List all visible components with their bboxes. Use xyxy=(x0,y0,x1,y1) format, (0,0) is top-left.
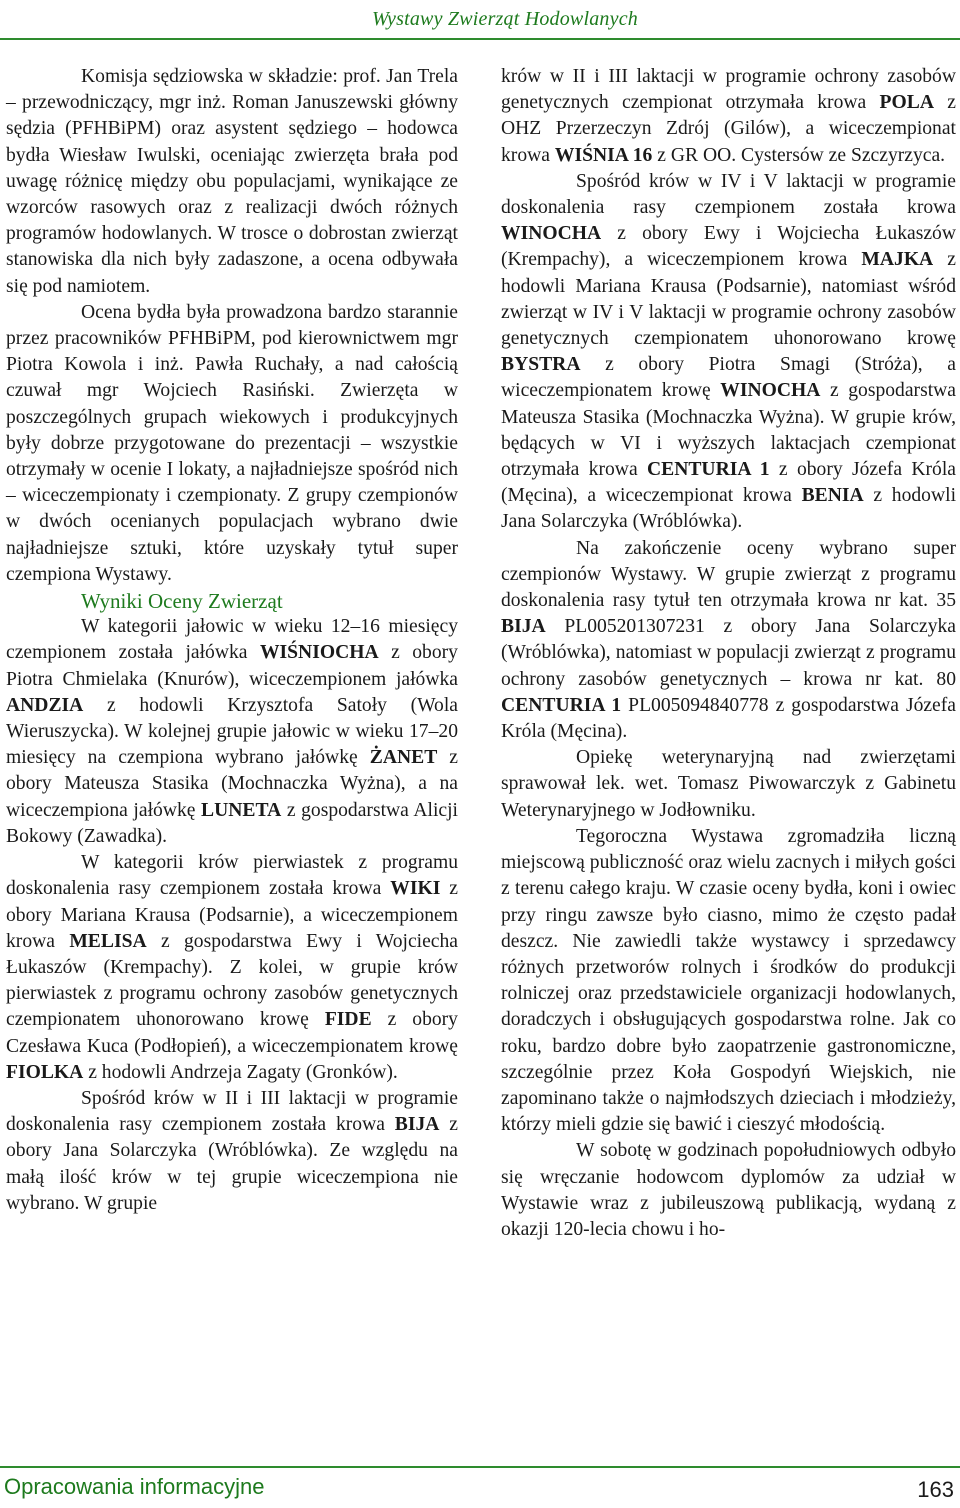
paragraph-evaluation: Ocena bydła była prowadzona bardzo starannie przez pracowników PFHBiPM, pod kierownictwem mgr Piotra Kowola i inż. Pawła Ruchały, a nad całością czuwał mgr Wojciech Rasiński. Zwierzęta w poszczególnych grupach wiekowych i produkcyjnych były dobrze przygotowane do prezentacji – wszystkie otrzymały w ocenie I lokaty, a najładniejsze spośród nich – wiceczempionaty i czempionaty. Z grupy czempionów w dwóch ocenianych populacjach wybrano dwie najładniejsze sztuki, które uzyskały tytuł super czempiona Wystawy. xyxy=(6,301,458,585)
paragraph-continued: krów w II i III laktacji w programie ochrony zasobów genetycznych czempionat otrzymała krowa POLA z OHZ Przerzeczyn Zdrój (Gilów), a wiceczempionat krowa WIŚNIA 16 z GR OO. Cystersów ze Szczyrzyca. xyxy=(501,66,956,166)
footer-divider xyxy=(0,1466,960,1468)
paragraph-jury: Komisja sędziowska w składzie: prof. Jan Trela – przewodniczący, mgr inż. Roman Januszewski główny sędzia (PFHBiPM) oraz asystent sędziego – hodowca bydła Wiesław Iwulski, oceniając zwierzęta brała pod uwagę różnicę między obu populacjami, wynikające ze wzorców rasowych oraz z realizacji dwóch różnych programów hodowlanych. W trosce o dobrostan zwierząt stanowiska dla nich były zadaszone, a ocena odbywała się pod namiotem. xyxy=(6,66,458,297)
paragraph-veterinary: Opiekę weterynaryjną nad zwierzętami sprawował lek. wet. Tomasz Piwowarczyk z Gabinetu Weterynaryjnego w Jodłowniku. xyxy=(501,747,956,821)
paragraph-lactation-2-3: Spośród krów w II i III laktacji w programie doskonalenia rasy czempionem została krowa BIJA z obory Jana Solarczyka (Wróblówka). Ze względu na małą ilość krów w tej grupie wiceczempiona nie wybrano. W grupie xyxy=(6,1087,458,1214)
right-column xyxy=(501,64,956,1243)
paragraph-heifers: W kategorii jałowic w wieku 12–16 miesięcy czempionem została jałówka WIŚNIOCHA z obory Piotra Chmielaka (Knurów), wiceczempionem jałówka ANDZIA z hodowli Krzysztofa Satoły (Wola Wieruszycka). W kolejnej grupie jałowic w wieku 17–20 miesięcy na czempiona wybrano jałówkę ŻANET z obory Mateusza Stasika (Mochnaczka Wyżna), a na wiceczempiona jałówkę LUNETA z gospodarstwa Alicji Bokowy (Zawadka). xyxy=(6,616,458,847)
header-divider xyxy=(0,38,960,40)
section-heading: Wyniki Oceny Zwierząt xyxy=(81,589,283,614)
running-header: Wystawy Zwierząt Hodowlanych xyxy=(372,8,638,30)
footer-section-title: Opracowania informacyjne xyxy=(4,1474,265,1499)
paragraph-lactation-4-5: Spośród krów w IV i V laktacji w programie doskonalenia rasy czempionem została krowa WINOCHA z obory Ewy i Wojciecha Łukaszów (Krempachy), a wiceczempionem krowa MAJKA z hodowli Mariana Krausa (Podsarnie), natomiast wśród zwierząt w IV i V laktacji w programie ochrony zasobów genetycznych czempionatem uhonorowano krowę BYSTRA z obory Piotra Smagi (Stróża), a wiceczempionatem krowę WINOCHA z gospodarstwa Mateusza Stasika (Mochnaczka Wyżna). W grupie krów, będących w VI i wyższych laktacjach czempionat otrzymała krowa CENTURIA 1 z obory Józefa Króla (Męcina), a wiceczempionat krowa BENIA z hodowli Jana Solarczyka (Wróblówka). xyxy=(501,170,957,533)
left-column xyxy=(6,64,458,1217)
page-number: 163 xyxy=(917,1477,954,1502)
paragraph-audience: Tegoroczna Wystawa zgromadziła liczną miejscową publiczność oraz wielu zacnych i miłych gości z terenu całego kraju. W czasie oceny bydła, koni i owiec przy ringu zawsze było ciasno, mimo że często padał deszcz. Nie zawiedli także wystawcy i sprzedawcy różnych przetworów rolnych i środków do produkcji rolniczej oraz przedstawiciele organizacji hodowlanych, doradczych i obsługujących gospodarstwa rolne. Jak co roku, bardzo dobre było zaopatrzenie gastronomiczne, szczególnie przez Koła Gospodyń Wiejskich, nie zapominano także o najmłodszych dzieciach i młodzieży, którzy mieli gdzie się bawić i cieszyć młodością. xyxy=(501,825,956,1136)
paragraph-super-champions: Na zakończenie oceny wybrano super czempionów Wystawy. W grupie zwierząt z programu doskonalenia rasy tytuł ten otrzymała krowa nr kat. 35 BIJA PL005201307231 z obory Jana Solarczyka (Wróblówka), natomiast w populacji zwierząt z programu ochrony zasobów genetycznych – krowa nr kat. 80 CENTURIA 1 PL005094840778 z gospodarstwa Józefa Króla (Męcina). xyxy=(501,537,956,743)
paragraph-primiparous: W kategorii krów pierwiastek z programu doskonalenia rasy czempionem została krowa WIKI z obory Mariana Krausa (Podsarnie), a wiceczempionem krowa MELISA z gospodarstwa Ewy i Wojciecha Łukaszów (Krempachy). Z kolei, w grupie krów pierwiastek z programu ochrony zasobów genetycznych czempionatem uhonorowano krowę FIDE z obory Czesława Kuca (Podłopień), a wiceczempionatem krowę FIOLKA z hodowli Andrzeja Zagaty (Gronków). xyxy=(6,852,458,1083)
paragraph-diplomas: W sobotę w godzinach popołudniowych odbyło się wręczanie hodowcom dyplomów za udział w Wystawie wraz z jubileuszową publikacją, wydaną z okazji 120-lecia chowu i ho- xyxy=(501,1140,956,1240)
